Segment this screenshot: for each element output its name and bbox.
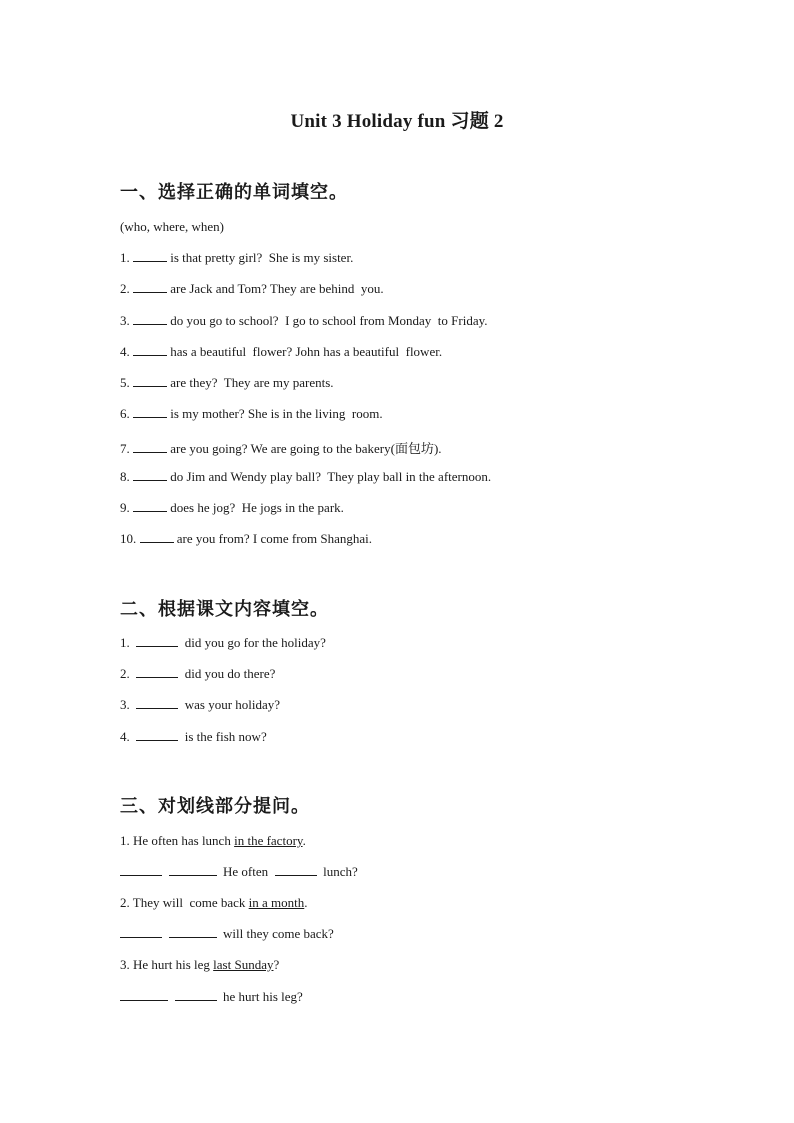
answer-blank xyxy=(133,282,167,293)
question-text: 1. He often has lunch xyxy=(120,833,235,848)
answer-blank xyxy=(133,501,167,512)
answer-text: will they come back? xyxy=(223,926,334,941)
section1-item xyxy=(120,531,372,547)
section1-item xyxy=(120,500,344,516)
answer-blank xyxy=(136,667,178,678)
answer-blank xyxy=(133,314,167,325)
section1-hint: (who, where, when) xyxy=(120,219,224,234)
answer-blank xyxy=(169,865,217,876)
section3-heading: 三、对划线部分提问。 xyxy=(120,796,310,817)
question-punct: ? xyxy=(273,957,280,972)
section1-item xyxy=(120,250,353,266)
question-punct: . xyxy=(304,895,308,910)
section3-answer xyxy=(120,926,334,942)
answer-blank xyxy=(133,470,167,481)
answer-text: he hurt his leg? xyxy=(223,989,303,1004)
item-number: 1. xyxy=(120,250,130,265)
item-number: 9. xyxy=(120,500,130,515)
item-number: 7. xyxy=(120,441,130,456)
item-text: has a beautiful flower? John has a beautiful flower. xyxy=(167,344,443,359)
section3-answer xyxy=(120,864,358,880)
answer-blank xyxy=(133,251,167,262)
item-number: 1. xyxy=(120,635,130,650)
answer-blank xyxy=(169,927,217,938)
item-text: are you going? We are going to the bakery(面包坊). xyxy=(167,441,442,456)
item-text: was your holiday? xyxy=(184,697,281,712)
item-text: are you from? I come from Shanghai. xyxy=(173,531,373,546)
answer-blank xyxy=(133,376,167,387)
answer-blank xyxy=(133,345,167,356)
answer-blank xyxy=(120,990,168,1001)
item-number: 10. xyxy=(120,531,137,546)
item-number: 4. xyxy=(120,344,130,359)
answer-blank xyxy=(120,865,162,876)
section1-heading: 一、选择正确的单词填空。 xyxy=(120,182,348,203)
section1-item xyxy=(120,406,383,422)
section2-item xyxy=(120,697,280,713)
section3-question xyxy=(120,895,308,911)
answer-blank xyxy=(133,407,167,418)
item-text: did you do there? xyxy=(184,666,276,681)
item-text: is the fish now? xyxy=(184,729,267,744)
item-text: are Jack and Tom? They are behind you. xyxy=(167,281,384,296)
question-text: 3. He hurt his leg xyxy=(120,957,214,972)
section3-question xyxy=(120,957,279,973)
answer-blank xyxy=(136,636,178,647)
section1-item xyxy=(120,375,334,391)
answer-blank xyxy=(275,865,317,876)
section2-item xyxy=(120,666,275,682)
underlined-phrase: last Sunday xyxy=(213,957,274,972)
section1-item xyxy=(120,469,491,485)
section2-heading: 二、根据课文内容填空。 xyxy=(120,599,329,620)
question-text: 2. They will come back xyxy=(120,895,249,910)
item-number: 2. xyxy=(120,281,130,296)
answer-blank xyxy=(140,532,174,543)
answer-blank xyxy=(133,442,167,453)
item-text: is that pretty girl? She is my sister. xyxy=(167,250,354,265)
item-number: 3. xyxy=(120,313,130,328)
section3-answer xyxy=(120,989,303,1005)
answer-blank xyxy=(120,927,162,938)
item-text: do you go to school? I go to school from Monday to Friday. xyxy=(167,313,488,328)
item-text: did you go for the holiday? xyxy=(184,635,326,650)
item-text: are they? They are my parents. xyxy=(167,375,334,390)
section2-item xyxy=(120,729,267,745)
item-text: is my mother? She is in the living room. xyxy=(167,406,383,421)
answer-blank xyxy=(136,730,178,741)
item-text: do Jim and Wendy play ball? They play ball in the afternoon. xyxy=(167,469,492,484)
item-number: 8. xyxy=(120,469,130,484)
item-number: 3. xyxy=(120,697,130,712)
answer-text: lunch? xyxy=(323,864,358,879)
section1-item xyxy=(120,438,442,457)
underlined-phrase: in a month xyxy=(248,895,305,910)
underlined-phrase: in the factory xyxy=(234,833,303,848)
section1-item xyxy=(120,281,384,297)
item-number: 4. xyxy=(120,729,130,744)
answer-text: He often xyxy=(223,864,269,879)
section2-item xyxy=(120,635,326,651)
item-number: 6. xyxy=(120,406,130,421)
question-punct: . xyxy=(302,833,306,848)
item-number: 5. xyxy=(120,375,130,390)
answer-blank xyxy=(136,698,178,709)
section3-question xyxy=(120,833,306,849)
item-text: does he jog? He jogs in the park. xyxy=(167,500,344,515)
answer-blank xyxy=(175,990,217,1001)
page-title: Unit 3 Holiday fun 习题 2 xyxy=(290,111,504,132)
section1-item xyxy=(120,344,442,360)
item-number: 2. xyxy=(120,666,130,681)
section1-item xyxy=(120,313,488,329)
